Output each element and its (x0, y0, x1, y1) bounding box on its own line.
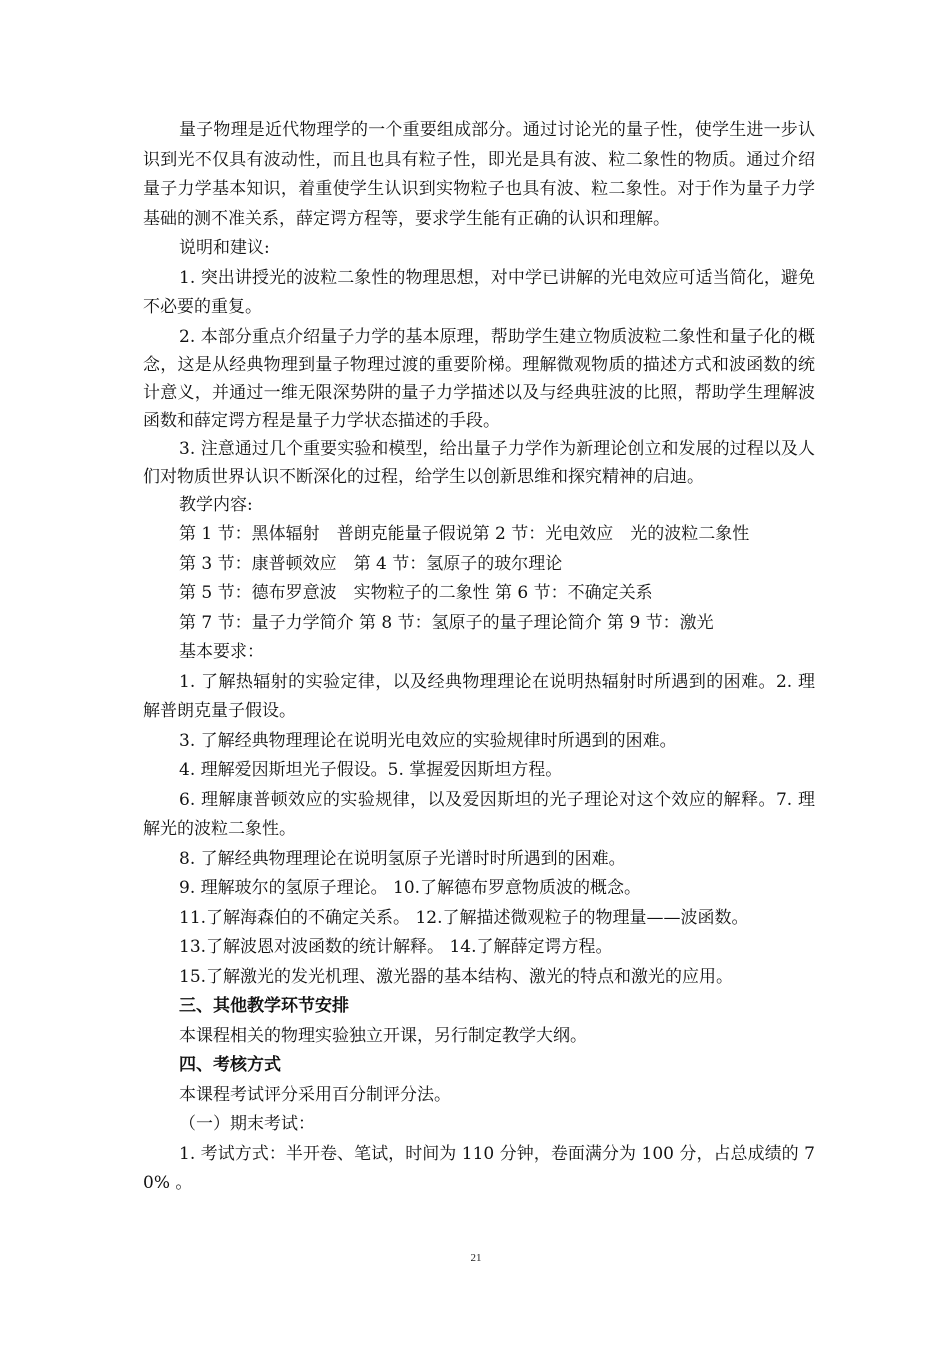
document-body (143, 116, 815, 1199)
note-item-2: 2. 本部分重点介绍量子力学的基本原理，帮助学生建立物质波粒二象性和量子化的概念，这是从经典物理到量子物理过渡的重要阶梯。理解微观物质的描述方式和波函数的统计意义，并通过一维无限深势阱的量子力学描述以及与经典驻波的比照，帮助学生理解波函数和薛定谔方程是量子力学状态描述的手段。 (143, 326, 815, 431)
note-item-3: 3. 注意通过几个重要实验和模型，给出量子力学作为新理论创立和发展的过程以及人们对物质世界认识不断深化的过程，给学生以创新思维和探究精神的启迪。 (143, 438, 815, 487)
section-list-line-1: 第 1 节：黑体辐射 普朗克能量子假说第 2 节：光电效应 光的波粒二象性 (179, 524, 750, 544)
section-list-line-2: 第 3 节：康普顿效应 第 4 节：氢原子的玻尔理论 (179, 553, 563, 574)
requirements-heading: 基本要求： (179, 642, 264, 662)
section-heading-4: 四、考核方式 (179, 1055, 281, 1075)
requirement-9-10: 9. 理解玻尔的氢原子理论。 10.了解德布罗意物质波的概念。 (179, 878, 642, 898)
requirement-8: 8. 了解经典物理理论在说明氢原子光谱时时所遇到的困难。 (179, 848, 626, 869)
requirement-4-5: 4. 理解爱因斯坦光子假设。5. 掌握爱因斯坦方程。 (179, 760, 563, 780)
requirement-1-2: 1. 了解热辐射的实验定律，以及经典物理理论在说明热辐射时所遇到的困难。2. 理解普朗克量子假设。 (143, 671, 815, 721)
final-exam-heading: （一）期末考试： (179, 1114, 315, 1134)
section-list-line-4: 第 7 节：量子力学简介 第 8 节：氢原子的量子理论简介 第 9 节：激光 (179, 612, 714, 633)
exam-format: 1. 考试方式：半开卷、笔试，时间为 110 分钟，卷面满分为 100 分，占总成绩的 70% 。 (143, 1143, 815, 1193)
notes-heading: 说明和建议: (179, 238, 270, 258)
section-heading-3: 三、其他教学环节安排 (179, 996, 349, 1016)
content-heading: 教学内容: (179, 494, 253, 515)
intro-paragraph: 量子物理是近代物理学的一个重要组成部分。通过讨论光的量子性，使学生进一步认识到光不仅具有波动性，而且也具有粒子性，即光是具有波、粒二象性的物质。通过介绍量子力学基本知识，着重使学生认识到实物粒子也具有波、粒二象性。对于作为量子力学基础的测不准关系，薛定谔方程等，要求学生能有正确的认识和理解。 (143, 120, 815, 229)
requirement-13-14: 13.了解波恩对波函数的统计解释。 14.了解薛定谔方程。 (179, 937, 613, 957)
page-number: 21 (470, 1252, 482, 1264)
requirement-15: 15.了解激光的发光机理、激光器的基本结构、激光的特点和激光的应用。 (179, 966, 734, 987)
grading-method: 本课程考试评分采用百分制评分法。 (179, 1084, 451, 1105)
requirement-3: 3. 了解经典物理理论在说明光电效应的实验规律时所遇到的困难。 (179, 730, 677, 751)
note-item-1: 1. 突出讲授光的波粒二象性的物理思想，对中学已讲解的光电效应可适当简化，避免不必要的重复。 (143, 267, 815, 317)
requirement-11-12: 11.了解海森伯的不确定关系。 12.了解描述微观粒子的物理量——波函数。 (179, 907, 749, 928)
requirement-6-7: 6. 理解康普顿效应的实验规律，以及爱因斯坦的光子理论对这个效应的解释。7. 理解光的波粒二象性。 (143, 789, 815, 839)
lab-arrangement: 本课程相关的物理实验独立开课，另行制定教学大纲。 (179, 1025, 587, 1046)
section-list-line-3: 第 5 节：德布罗意波 实物粒子的二象性 第 6 节：不确定关系 (179, 583, 653, 603)
